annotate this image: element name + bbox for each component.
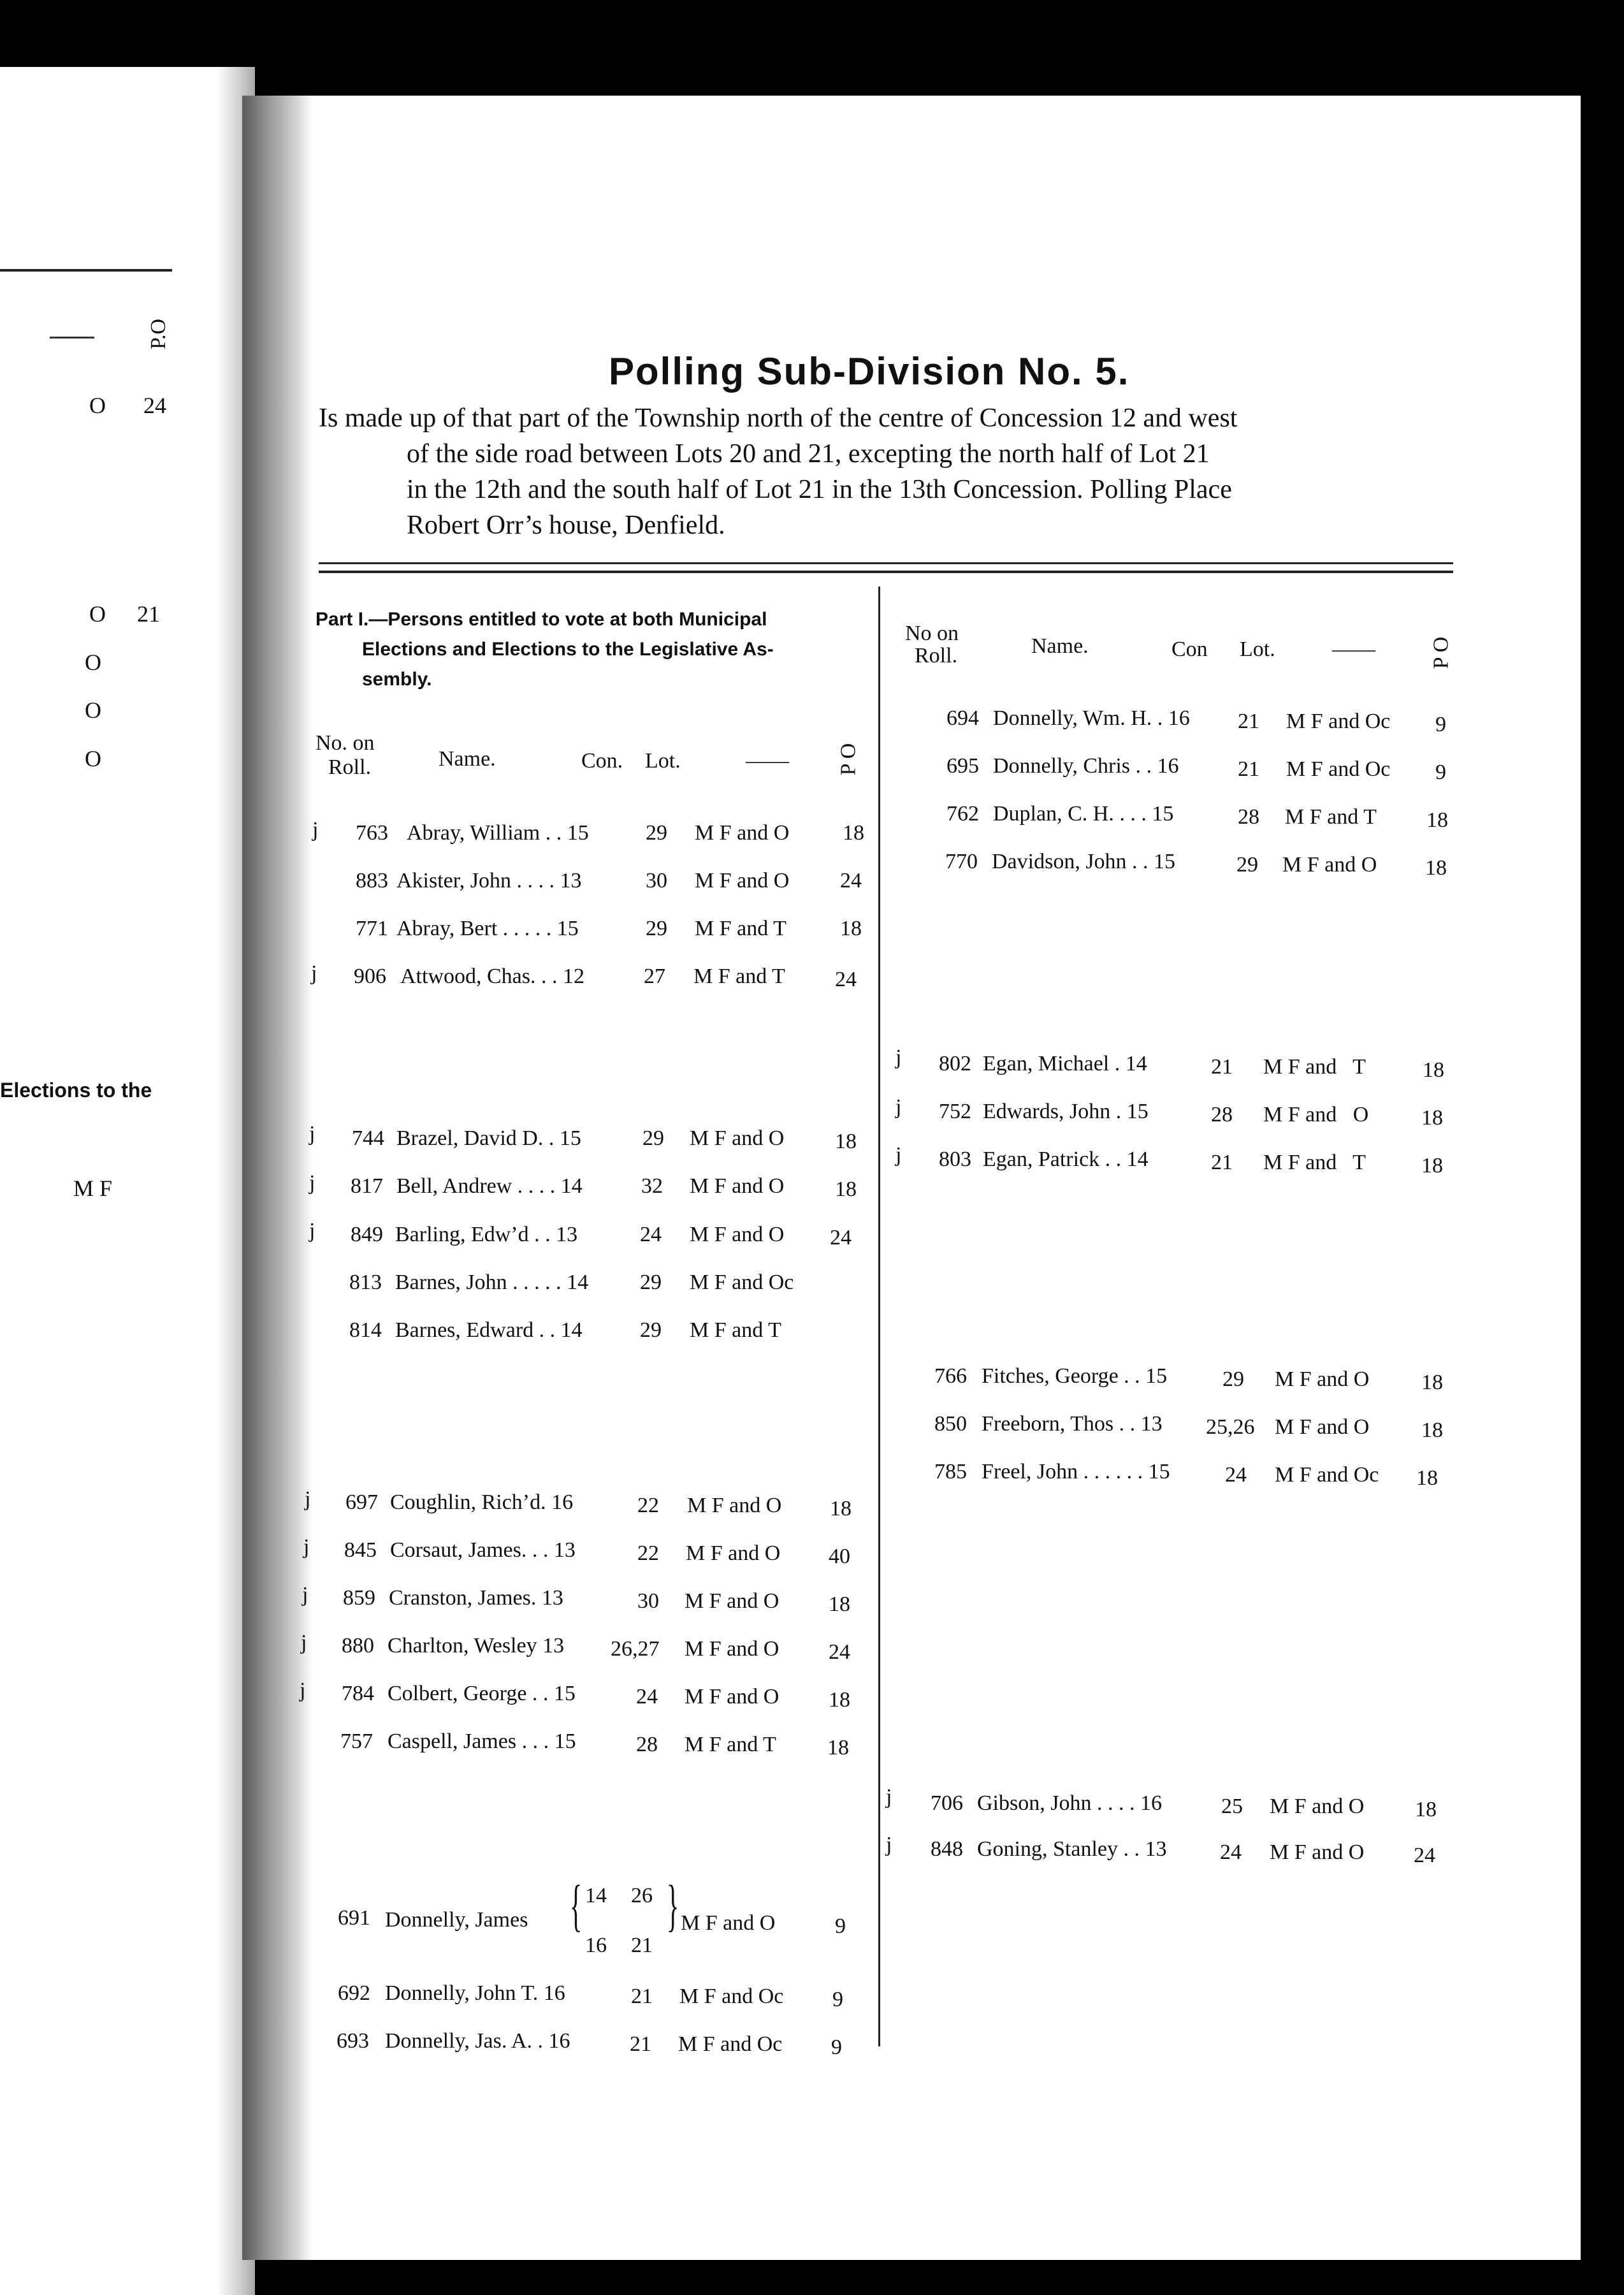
double-rule-bottom bbox=[319, 571, 1453, 573]
description-line: Is made up of that part of the Township north of the centre of Concession 12 and west bbox=[319, 404, 1238, 433]
entry-mark: j bbox=[311, 961, 317, 985]
entry-mark: j bbox=[895, 1046, 902, 1069]
entry-lot: 28 bbox=[1211, 1103, 1233, 1126]
previous-page-row: O bbox=[85, 746, 101, 771]
entry-mark: j bbox=[300, 1679, 306, 1702]
entry-po: 24 bbox=[829, 1640, 850, 1664]
entry-qualification: M F and Oc bbox=[690, 1271, 794, 1294]
previous-page-row: O bbox=[85, 650, 101, 675]
entry-name: Caspell, James . . . 15 bbox=[388, 1730, 576, 1753]
entry-qualification: M F and O bbox=[681, 1911, 776, 1935]
entry-name: Bell, Andrew . . . . 14 bbox=[396, 1174, 583, 1198]
entry-name: Donnelly, James bbox=[385, 1908, 528, 1932]
entry-name: Attwood, Chas. . . 12 bbox=[400, 965, 584, 988]
description-line: Robert Orr’s house, Denfield. bbox=[407, 511, 725, 540]
entry-po: 18 bbox=[827, 1736, 849, 1759]
entry-qualification: M F and O bbox=[690, 1126, 785, 1150]
entry-mark: j bbox=[895, 1095, 902, 1119]
entry-roll-number: 693 bbox=[337, 2029, 369, 2053]
entry-mark: j bbox=[301, 1631, 307, 1654]
entry-name: Duplan, C. H. . . . 15 bbox=[993, 802, 1174, 826]
entry-qualification: M F and Oc bbox=[679, 1985, 784, 2008]
entry-name: Gibson, John . . . . 16 bbox=[977, 1791, 1162, 1815]
entry-roll-number: 785 bbox=[934, 1460, 967, 1483]
entry-mark: j bbox=[303, 1535, 310, 1559]
previous-page bbox=[0, 67, 245, 2295]
entry-name: Barnes, Edward . . 14 bbox=[395, 1318, 583, 1342]
entry-roll-number: 845 bbox=[344, 1538, 377, 1562]
entry-po: 18 bbox=[829, 1688, 850, 1712]
entry-lot: 29 bbox=[646, 917, 667, 940]
entry-lot: 29 bbox=[640, 1271, 662, 1294]
entry-mark: j bbox=[305, 1487, 311, 1511]
entry-name: Donnelly, Jas. A. . 16 bbox=[385, 2029, 570, 2053]
entry-lot: 24 bbox=[1220, 1840, 1242, 1864]
entry-name: Barling, Edw’d . . 13 bbox=[395, 1223, 578, 1246]
entry-qualification: M F and O bbox=[695, 821, 790, 845]
entry-lot: 26,27 bbox=[611, 1637, 660, 1661]
entry-lot-a: 26 bbox=[631, 1884, 653, 1907]
double-rule-top bbox=[319, 562, 1453, 564]
entry-qualification: M F and Oc bbox=[1286, 710, 1391, 733]
entry-lot: 29 bbox=[1236, 853, 1258, 877]
entry-qualification: M F and O bbox=[1270, 1840, 1365, 1864]
entry-qualification: M F and T bbox=[693, 965, 785, 988]
entry-roll-number: 802 bbox=[939, 1052, 971, 1075]
entry-po: 24 bbox=[840, 869, 862, 892]
previous-page-mf-fragment: M F bbox=[73, 1176, 113, 1201]
entry-name: Colbert, George . . 15 bbox=[388, 1682, 576, 1705]
entry-mark: j bbox=[309, 1122, 315, 1146]
entry-roll-number: 850 bbox=[934, 1412, 967, 1436]
entry-roll-number: 770 bbox=[945, 850, 978, 873]
column-header-no-on-roll: No. on bbox=[315, 731, 375, 755]
entry-con-a: 14 bbox=[585, 1884, 607, 1907]
entry-qualification: M F and O bbox=[690, 1174, 785, 1198]
entry-po: 18 bbox=[835, 1177, 857, 1201]
entry-name: Goning, Stanley . . 13 bbox=[977, 1837, 1167, 1861]
column-header-name: Name. bbox=[1031, 634, 1089, 658]
part-heading-line: Elections and Elections to the Legislative As- bbox=[362, 639, 774, 660]
entry-roll-number: 695 bbox=[946, 754, 979, 778]
entry-mark: j bbox=[302, 1583, 308, 1606]
entry-po: 24 bbox=[1414, 1844, 1435, 1867]
entry-roll-number: 906 bbox=[354, 965, 386, 988]
entry-lot: 32 bbox=[641, 1174, 663, 1198]
entry-qualification: M F and O bbox=[685, 1685, 779, 1708]
entry-roll-number: 803 bbox=[939, 1148, 971, 1171]
entry-qualification: M F and O bbox=[685, 1637, 779, 1661]
entry-qualification: M F and O bbox=[686, 1541, 781, 1565]
entry-roll-number: 880 bbox=[342, 1634, 374, 1657]
entry-roll-number: 813 bbox=[349, 1271, 382, 1294]
entry-qualification: M F and T bbox=[685, 1733, 776, 1756]
entry-name: Brazel, David D. . 15 bbox=[396, 1126, 581, 1150]
entry-lot-b: 21 bbox=[631, 1934, 653, 1957]
entry-po: 18 bbox=[1421, 1371, 1443, 1394]
column-header-roll: Roll. bbox=[328, 755, 372, 779]
column-header-dash: —— bbox=[746, 749, 789, 773]
entry-roll-number: 848 bbox=[931, 1837, 963, 1861]
entry-roll-number: 691 bbox=[338, 1906, 370, 1930]
previous-page-row: O bbox=[85, 697, 101, 723]
entry-po: 18 bbox=[1416, 1466, 1438, 1490]
entry-name: Akister, John . . . . 13 bbox=[396, 869, 582, 892]
entry-roll-number: 859 bbox=[343, 1586, 375, 1610]
entry-lot: 29 bbox=[640, 1318, 662, 1342]
entry-qualification: M F and O bbox=[1275, 1367, 1370, 1391]
entry-mark: j bbox=[309, 1171, 315, 1195]
entry-mark: j bbox=[886, 1833, 892, 1856]
entry-roll-number: 752 bbox=[939, 1100, 971, 1123]
entry-po: 18 bbox=[1415, 1798, 1437, 1821]
entry-lot: 29 bbox=[1222, 1367, 1244, 1391]
entry-lot: 25,26 bbox=[1206, 1415, 1255, 1439]
entry-name: Charlton, Wesley 13 bbox=[388, 1634, 565, 1657]
page-gutter-shadow bbox=[242, 96, 312, 2260]
brace-left-icon: { bbox=[569, 1874, 583, 1937]
entry-qualification: M F and O bbox=[1282, 853, 1377, 877]
entry-po: 18 bbox=[1421, 1154, 1443, 1177]
entry-po: 18 bbox=[1423, 1058, 1444, 1082]
page-title: Polling Sub-Division No. 5. bbox=[609, 350, 1130, 393]
description-line: of the side road between Lots 20 and 21, excepting the north half of Lot 21 bbox=[407, 439, 1210, 469]
entry-po: 9 bbox=[1435, 713, 1446, 736]
entry-name: Egan, Patrick . . 14 bbox=[983, 1148, 1149, 1171]
entry-roll-number: 784 bbox=[342, 1682, 374, 1705]
entry-name: Edwards, John . 15 bbox=[983, 1100, 1149, 1123]
entry-name: Abray, Bert . . . . . 15 bbox=[396, 917, 579, 940]
entry-roll-number: 744 bbox=[352, 1126, 384, 1150]
entry-roll-number: 757 bbox=[340, 1730, 373, 1753]
column-header-dash: —— bbox=[1332, 638, 1375, 661]
entry-roll-number: 817 bbox=[351, 1174, 383, 1198]
entry-lot: 21 bbox=[1238, 757, 1259, 781]
entry-roll-number: 697 bbox=[345, 1490, 378, 1514]
entry-po: 18 bbox=[835, 1130, 857, 1153]
entry-mark: j bbox=[312, 818, 319, 841]
entry-qualification: M F and O bbox=[685, 1589, 779, 1613]
entry-lot: 30 bbox=[646, 869, 667, 892]
entry-po: 24 bbox=[830, 1226, 852, 1250]
previous-page-row-po: 24 bbox=[143, 393, 166, 418]
entry-mark: j bbox=[895, 1143, 902, 1167]
entry-qualification: M F and T bbox=[1263, 1055, 1366, 1079]
entry-po: 9 bbox=[835, 1914, 846, 1938]
entry-mark: j bbox=[309, 1219, 315, 1242]
previous-page-row: O bbox=[89, 393, 106, 418]
entry-po: 9 bbox=[832, 1988, 843, 2011]
previous-page-row-po: 21 bbox=[137, 601, 160, 627]
entry-qualification: M F and O bbox=[690, 1223, 785, 1246]
entry-qualification: M F and O bbox=[695, 869, 790, 892]
entry-lot: 29 bbox=[642, 1126, 664, 1150]
entry-lot: 21 bbox=[1238, 710, 1259, 733]
entry-roll-number: 849 bbox=[351, 1223, 383, 1246]
column-header-no-on-roll: No on bbox=[905, 622, 959, 645]
entry-qualification: M F and O bbox=[1263, 1103, 1369, 1126]
column-header-lot: Lot. bbox=[1240, 638, 1275, 661]
entry-po: 24 bbox=[835, 968, 857, 991]
entry-name: Davidson, John . . 15 bbox=[992, 850, 1176, 873]
entry-qualification: M F and O bbox=[1275, 1415, 1370, 1439]
entry-lot: 30 bbox=[637, 1589, 659, 1613]
entry-qualification: M F and T bbox=[695, 917, 787, 940]
entry-name: Donnelly, Wm. H. . 16 bbox=[993, 706, 1190, 730]
entry-po: 18 bbox=[829, 1592, 850, 1616]
entry-lot: 28 bbox=[636, 1733, 658, 1756]
entry-qualification: M F and Oc bbox=[1275, 1463, 1379, 1487]
entry-con-b: 16 bbox=[585, 1934, 607, 1957]
entry-qualification: M F and O bbox=[1270, 1795, 1365, 1818]
entry-name: Cranston, James. 13 bbox=[389, 1586, 563, 1610]
previous-page-rule bbox=[0, 269, 172, 272]
description-line: in the 12th and the south half of Lot 21 in the 13th Concession. Polling Place bbox=[407, 475, 1232, 504]
column-header-name: Name. bbox=[439, 747, 496, 771]
entry-name: Donnelly, John T. 16 bbox=[385, 1981, 565, 2005]
entry-lot: 22 bbox=[637, 1494, 659, 1517]
entry-lot: 28 bbox=[1238, 805, 1259, 829]
entry-lot: 22 bbox=[637, 1541, 659, 1565]
column-header-po: P O bbox=[836, 743, 860, 776]
column-divider bbox=[878, 586, 880, 2046]
entry-roll-number: 692 bbox=[338, 1981, 370, 2005]
entry-name: Freel, John . . . . . . 15 bbox=[982, 1460, 1170, 1483]
entry-po: 18 bbox=[830, 1497, 852, 1520]
entry-qualification: M F and Oc bbox=[678, 2032, 783, 2056]
entry-po: 18 bbox=[1421, 1418, 1443, 1442]
entry-roll-number: 766 bbox=[934, 1364, 967, 1388]
previous-page-dash bbox=[50, 337, 94, 339]
entry-name: Fitches, George . . 15 bbox=[982, 1364, 1168, 1388]
entry-roll-number: 771 bbox=[356, 917, 388, 940]
entry-qualification: M F and T bbox=[1263, 1151, 1366, 1174]
entry-roll-number: 706 bbox=[931, 1791, 963, 1815]
part-heading-line: sembly. bbox=[362, 669, 432, 690]
entry-name: Corsaut, James. . . 13 bbox=[390, 1538, 576, 1562]
entry-mark: j bbox=[886, 1785, 892, 1809]
entry-roll-number: 814 bbox=[349, 1318, 382, 1342]
entry-lot: 21 bbox=[630, 2032, 651, 2056]
entry-lot: 24 bbox=[640, 1223, 662, 1246]
entry-po: 18 bbox=[1426, 808, 1448, 832]
entry-po: 40 bbox=[829, 1545, 850, 1568]
entry-roll-number: 763 bbox=[356, 821, 388, 845]
entry-qualification: M F and Oc bbox=[1286, 757, 1391, 781]
entry-lot: 21 bbox=[1211, 1151, 1233, 1174]
previous-page-po-label: P.O bbox=[147, 318, 171, 350]
column-header-po: P O bbox=[1429, 636, 1453, 669]
entry-po: 18 bbox=[1425, 856, 1447, 880]
entry-name: Coughlin, Rich’d. 16 bbox=[390, 1490, 574, 1514]
entry-roll-number: 762 bbox=[946, 802, 979, 826]
entry-po: 9 bbox=[831, 2036, 842, 2059]
entry-name: Barnes, John . . . . . 14 bbox=[395, 1271, 589, 1294]
entry-lot: 24 bbox=[636, 1685, 658, 1708]
entry-po: 18 bbox=[1421, 1106, 1443, 1130]
column-header-con: Con. bbox=[581, 749, 623, 773]
entry-lot: 24 bbox=[1225, 1463, 1247, 1487]
entry-lot: 21 bbox=[631, 1985, 653, 2008]
entry-lot: 29 bbox=[646, 821, 667, 845]
entry-qualification: M F and T bbox=[690, 1318, 781, 1342]
entry-name: Freeborn, Thos . . 13 bbox=[982, 1412, 1163, 1436]
column-header-con: Con bbox=[1171, 638, 1208, 661]
entry-po: 18 bbox=[840, 917, 862, 940]
brace-right-icon: } bbox=[666, 1874, 679, 1937]
entry-qualification: M F and T bbox=[1285, 805, 1377, 829]
entry-lot: 27 bbox=[644, 965, 665, 988]
entry-qualification: M F and O bbox=[687, 1494, 782, 1517]
previous-page-elections-fragment: Elections to the bbox=[0, 1079, 152, 1102]
entry-name: Donnelly, Chris . . 16 bbox=[993, 754, 1179, 778]
entry-name: Egan, Michael . 14 bbox=[983, 1052, 1147, 1075]
entry-po: 18 bbox=[843, 821, 864, 845]
previous-page-row: O bbox=[89, 601, 106, 627]
column-header-lot: Lot. bbox=[645, 749, 681, 773]
entry-roll-number: 694 bbox=[946, 706, 979, 730]
entry-po: 9 bbox=[1435, 761, 1446, 784]
entry-roll-number: 883 bbox=[356, 869, 388, 892]
column-header-roll: Roll. bbox=[915, 644, 958, 667]
entry-lot: 25 bbox=[1221, 1795, 1243, 1818]
entry-lot: 21 bbox=[1211, 1055, 1233, 1079]
entry-name: Abray, William . . 15 bbox=[407, 821, 589, 845]
part-heading-line: Part I.—Persons entitled to vote at both Municipal bbox=[315, 609, 767, 630]
